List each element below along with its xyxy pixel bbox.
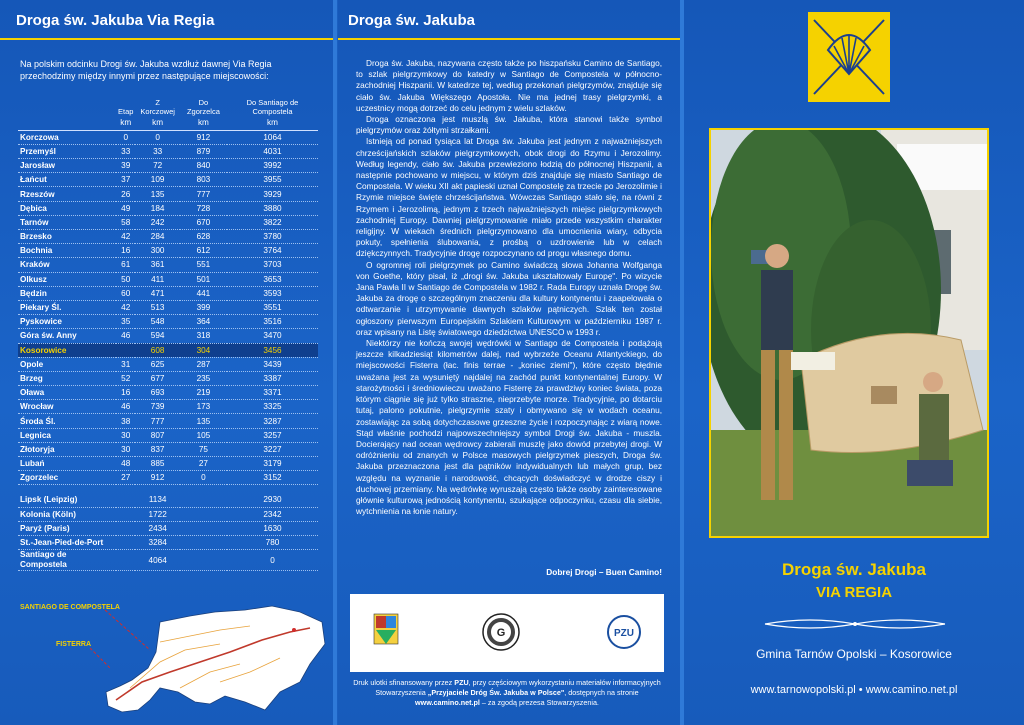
credit-sponsor: PZU xyxy=(454,678,469,687)
distance-cell: 677 xyxy=(135,371,179,385)
distance-cell: 75 xyxy=(180,442,227,456)
fold-line xyxy=(333,0,337,725)
distance-cell: 3764 xyxy=(227,244,318,258)
cover-title: Droga św. Jakuba xyxy=(782,560,926,579)
distance-cell: 50 xyxy=(116,272,135,286)
distance-cell: 46 xyxy=(116,329,135,343)
distance-cell: 3284 xyxy=(135,535,179,549)
table-row xyxy=(18,400,318,414)
distance-cell: 35 xyxy=(116,315,135,329)
distance-cell: 3880 xyxy=(227,201,318,215)
distance-cell: 3551 xyxy=(227,300,318,314)
distance-cell xyxy=(180,521,227,535)
distance-cell: 612 xyxy=(180,244,227,258)
table-row xyxy=(18,442,318,456)
distance-cell: 3325 xyxy=(227,400,318,414)
place-name: Łańcut xyxy=(18,173,116,187)
table-row xyxy=(18,343,318,357)
distance-cell: 364 xyxy=(180,315,227,329)
distance-cell: 3152 xyxy=(227,471,318,485)
cover-subtitle: VIA REGIA xyxy=(815,584,893,601)
distance-cell: 3456 xyxy=(227,343,318,357)
place-name: Kolonia (Köln) xyxy=(18,507,116,521)
distance-cell: 27 xyxy=(116,471,135,485)
article-body xyxy=(356,58,662,517)
distance-cell: 399 xyxy=(180,300,227,314)
distance-cell: 628 xyxy=(180,230,227,244)
distance-cell: 3593 xyxy=(227,286,318,300)
table-row xyxy=(18,300,318,314)
unit-km: km xyxy=(227,116,318,130)
distance-cell: 4031 xyxy=(227,144,318,158)
ornament-divider xyxy=(760,616,950,632)
distance-cell: 1630 xyxy=(227,521,318,535)
place-name: St.-Jean-Pied-de-Port xyxy=(18,535,116,549)
credit-link[interactable]: www.camino.net.pl xyxy=(415,698,480,707)
distance-cell: 300 xyxy=(135,244,179,258)
distance-cell: 2342 xyxy=(227,507,318,521)
distance-cell xyxy=(180,550,227,571)
place-name: Złotoryja xyxy=(18,442,116,456)
distance-cell: 37 xyxy=(116,173,135,187)
distance-cell: 3929 xyxy=(227,187,318,201)
header-do-santiago: Do Santiago de Compostela xyxy=(246,98,299,116)
distance-cell: 739 xyxy=(135,400,179,414)
intro-text: Na polskim odcinku Drogi św. Jakuba wzdłuż dawnej Via Regia przechodzimy między innymi przez następujące miejscowości: xyxy=(20,59,272,81)
distance-cell: 1134 xyxy=(135,493,179,507)
credit-text: Druk ulotki sfinansowany przez xyxy=(353,678,455,687)
place-name: Oława xyxy=(18,386,116,400)
place-name: Korczowa xyxy=(18,130,116,144)
place-name: Bochnia xyxy=(18,244,116,258)
distance-cell: 441 xyxy=(180,286,227,300)
distance-cell: 173 xyxy=(180,400,227,414)
distance-cell: 0 xyxy=(135,130,179,144)
distance-cell: 61 xyxy=(116,258,135,272)
fisterra-pointer xyxy=(90,648,110,668)
distance-cell: 16 xyxy=(116,386,135,400)
distance-cell: 58 xyxy=(116,215,135,229)
sponsor-logo-strip xyxy=(350,594,664,672)
place-name: Wrocław xyxy=(18,400,116,414)
credit-text: , przy częściowym wykorzystaniu materiałów informacyjnych Stowarzyszenia xyxy=(375,678,661,697)
distance-cell: 501 xyxy=(180,272,227,286)
header-z-korczowej: Z Korczowej xyxy=(140,98,175,116)
distance-cell xyxy=(116,343,135,357)
distance-cell: 33 xyxy=(135,144,179,158)
distance-cell: 304 xyxy=(180,343,227,357)
distance-cell: 42 xyxy=(116,300,135,314)
distance-cell xyxy=(180,535,227,549)
distance-cell: 33 xyxy=(116,144,135,158)
credit-association: „Przyjaciele Dróg Św. Jakuba w Polsce" xyxy=(427,688,565,697)
closing-line: Dobrej Drogi – Buen Camino! xyxy=(546,567,662,577)
gok-logo-icon xyxy=(483,614,519,650)
distance-cell: 807 xyxy=(135,428,179,442)
distance-cell: 3653 xyxy=(227,272,318,286)
distance-cell: 60 xyxy=(116,286,135,300)
credit-text: , dostępnych na stronie xyxy=(564,688,639,697)
distance-cell: 3780 xyxy=(227,230,318,244)
distance-cell: 803 xyxy=(180,173,227,187)
left-title: Droga św. Jakuba Via Regia xyxy=(16,12,215,29)
place-name: Brzesko xyxy=(18,230,116,244)
distance-cell: 728 xyxy=(180,201,227,215)
distance-cell: 3822 xyxy=(227,215,318,229)
distance-cell: 72 xyxy=(135,159,179,173)
unit-km: km xyxy=(180,116,227,130)
distance-cell: 3955 xyxy=(227,173,318,187)
route-table xyxy=(18,92,318,571)
distance-cell: 670 xyxy=(180,215,227,229)
distance-cell: 26 xyxy=(116,187,135,201)
distance-cell: 242 xyxy=(135,215,179,229)
middle-title: Droga św. Jakuba xyxy=(348,12,475,29)
distance-cell xyxy=(116,521,135,535)
santiago-pointer xyxy=(105,610,150,650)
pilgrims-photo xyxy=(709,128,989,538)
place-name: Piekary Śl. xyxy=(18,300,116,314)
place-name: Santiago de Compostela xyxy=(18,550,116,571)
distance-cell xyxy=(180,493,227,507)
distance-cell: 912 xyxy=(180,130,227,144)
table-row xyxy=(18,215,318,229)
table-row xyxy=(18,414,318,428)
header-etap: Etap xyxy=(118,107,134,116)
distance-cell: 3703 xyxy=(227,258,318,272)
header-place xyxy=(18,92,116,116)
table-row xyxy=(18,258,318,272)
distance-cell: 30 xyxy=(116,442,135,456)
table-row xyxy=(18,201,318,215)
distance-cell xyxy=(116,507,135,521)
distance-cell: 0 xyxy=(180,471,227,485)
table-row xyxy=(18,507,318,521)
distance-cell: 777 xyxy=(180,187,227,201)
paragraph: Niektórzy nie kończą swojej wędrówki w Santiago de Compostela i podążają jeszcze kilkadziesiąt kilometrów dalej, nad wybrzeże Oceanu Atlantyckiego, do miejscowości Fisterra (łac. finis terrae - „koniec ziemi"), które często błędnie uważana jest za wysuniętý najdalej na zachód punkt kontynentalnej Europy. W starożytności i średniowieczu uważano Fisterrę za prawdziwy koniec świata, poza którym ciągnie się już tylko straszne, nieprzebyte morze. Tradycyjnie, po dotarciu tutaj, palono pokutnie, pielgrzymie szaty i obmywano się w wodach oceanu, zostawiając za sobą dotychczasowe grzeszne życie i rozpoczynając z wiarą nowe. Stąd właśnie pochodzi najpowszechniejszy symbol Drogi św. Jakuba - muszla. Docierający nad ocean wędrowcy zabierali muszlę jako dowód przebytej drogi. W odróżnieniu od znanych w Polsce masowych pielgrzymek pieszych, Droga św. Jakuba przeznaczona jest dla pątników indywidualnych lub małych grup, bez względu na wyznanie i narodowość, chcących doświadczyć w drodze ciszy i duchowej przemiany. Na wędrówkę wyruszają często także osoby zainteresowane głównie kulturową jednością kontynentu, szukające odpoczynku, czasu dla siebie, wytchnienia na łonie natury. xyxy=(356,338,662,517)
municipality-name: Gmina Tarnów Opolski – Kosorowice xyxy=(756,647,952,661)
distance-cell: 471 xyxy=(135,286,179,300)
distance-cell: 38 xyxy=(116,414,135,428)
sponsor-logos xyxy=(350,594,664,672)
place-name: Lubań xyxy=(18,457,116,471)
place-name: Brzeg xyxy=(18,371,116,385)
table-row xyxy=(18,357,318,371)
distance-cell: 219 xyxy=(180,386,227,400)
unit-blank xyxy=(18,116,116,130)
table-row xyxy=(18,428,318,442)
distance-cell: 693 xyxy=(135,386,179,400)
distance-cell: 594 xyxy=(135,329,179,343)
distance-cell: 109 xyxy=(135,173,179,187)
map-marker xyxy=(292,628,296,632)
table-row xyxy=(18,371,318,385)
map-label-fisterra: FISTERRA xyxy=(56,641,91,648)
distance-cell: 551 xyxy=(180,258,227,272)
table-row xyxy=(18,187,318,201)
distance-cell: 912 xyxy=(135,471,179,485)
header-do-zgorzelca: Do Zgorzelca xyxy=(186,98,220,116)
unit-km: km xyxy=(135,116,179,130)
distance-cell: 27 xyxy=(180,457,227,471)
middle-header xyxy=(338,0,680,40)
map-label-santiago: SANTIAGO DE COMPOSTELA xyxy=(20,604,120,611)
distance-cell: 777 xyxy=(135,414,179,428)
table-row xyxy=(18,173,318,187)
place-name: Tarnów xyxy=(18,215,116,229)
place-name: Rzeszów xyxy=(18,187,116,201)
place-name: Środa Śl. xyxy=(18,414,116,428)
place-name: Legnica xyxy=(18,428,116,442)
distance-cell: 31 xyxy=(116,357,135,371)
distance-cell: 3287 xyxy=(227,414,318,428)
distance-cell: 3387 xyxy=(227,371,318,385)
distance-cell: 3516 xyxy=(227,315,318,329)
distance-cell: 3257 xyxy=(227,428,318,442)
table-row xyxy=(18,130,318,144)
place-name: Kraków xyxy=(18,258,116,272)
place-name: Lipsk (Leipzig) xyxy=(18,493,116,507)
coat-of-arms-icon xyxy=(374,614,398,644)
distance-cell: 135 xyxy=(135,187,179,201)
place-name: Olkusz xyxy=(18,272,116,286)
svg-text:G: G xyxy=(496,627,506,639)
paragraph: O ogromnej roli pielgrzymek po Camino świadczą słowa Johanna Wolfganga von Goethe, który pisał, iż „drogi św. Jakuba ukształtowały Europę". Po wizycie Jana Pawła II w Santiago de Compostela w 1982 r. Rada Europy uznała Drogę św. Jakuba za drogę o szczególnym znaczeniu dla kultury kontynentu i zaapelowała o odtwarzanie i utrzymywanie dawnych szlaków pątniczych. Szlak ten został ogłoszony pierwszym Europejskim Szlakiem Kulturowym w październiku 1987 r. oraz wpisany na Listę światowego dziedzictwa UNESCO w 1993 r. xyxy=(356,259,662,337)
table-spacer xyxy=(18,485,318,493)
distance-cell: 1064 xyxy=(227,130,318,144)
place-name: Opole xyxy=(18,357,116,371)
table-row xyxy=(18,159,318,173)
distance-cell: 0 xyxy=(116,130,135,144)
place-name: Kosorowice xyxy=(18,343,116,357)
distance-cell: 411 xyxy=(135,272,179,286)
distance-cell: 284 xyxy=(135,230,179,244)
table-row xyxy=(18,144,318,158)
table-row xyxy=(18,244,318,258)
distance-cell: 3992 xyxy=(227,159,318,173)
distance-cell: 318 xyxy=(180,329,227,343)
distance-cell: 184 xyxy=(135,201,179,215)
distance-cell: 16 xyxy=(116,244,135,258)
distance-cell: 3439 xyxy=(227,357,318,371)
distance-cell: 52 xyxy=(116,371,135,385)
table-row xyxy=(18,386,318,400)
place-name: Góra św. Anny xyxy=(18,329,116,343)
table-row xyxy=(18,315,318,329)
distance-cell: 3470 xyxy=(227,329,318,343)
distance-cell: 879 xyxy=(180,144,227,158)
distance-cell xyxy=(116,535,135,549)
place-name: Będzin xyxy=(18,286,116,300)
distance-cell: 49 xyxy=(116,201,135,215)
place-name: Dębica xyxy=(18,201,116,215)
distance-cell: 2930 xyxy=(227,493,318,507)
europe-map xyxy=(10,592,330,720)
distance-cell: 780 xyxy=(227,535,318,549)
place-name: Paryż (Paris) xyxy=(18,521,116,535)
distance-cell: 837 xyxy=(135,442,179,456)
distance-cell: 4064 xyxy=(135,550,179,571)
place-name: Jarosław xyxy=(18,159,116,173)
distance-cell xyxy=(116,493,135,507)
distance-cell: 3179 xyxy=(227,457,318,471)
unit-km: km xyxy=(116,116,135,130)
distance-cell: 548 xyxy=(135,315,179,329)
place-name: Przemyśl xyxy=(18,144,116,158)
place-name: Pyskowice xyxy=(18,315,116,329)
distance-cell: 46 xyxy=(116,400,135,414)
table-row xyxy=(18,521,318,535)
distance-cell: 2434 xyxy=(135,521,179,535)
place-name: Zgorzelec xyxy=(18,471,116,485)
distance-cell: 105 xyxy=(180,428,227,442)
distance-cell: 39 xyxy=(116,159,135,173)
left-header xyxy=(0,0,333,40)
table-row xyxy=(18,329,318,343)
distance-cell: 30 xyxy=(116,428,135,442)
paragraph: Droga oznaczona jest muszlą św. Jakuba, która stanowi także symbol pielgrzymów oraz żółtymi strzałkami. xyxy=(356,114,662,136)
distance-cell: 287 xyxy=(180,357,227,371)
distance-cell: 135 xyxy=(180,414,227,428)
distance-cell: 840 xyxy=(180,159,227,173)
scallop-shell-icon xyxy=(808,12,890,102)
distance-cell: 513 xyxy=(135,300,179,314)
svg-text:PZU: PZU xyxy=(614,628,634,639)
distance-cell: 3371 xyxy=(227,386,318,400)
distance-cell xyxy=(116,550,135,571)
paragraph: Droga św. Jakuba, nazywana często także po hiszpańsku Camino de Santiago, to szlak pielgrzymkowy do katedry w Santiago de Compostela w północno-zachodniej Hiszpanii. W katedrze tej, według przekonań pielgrzymów, znajduje się ciało św. Jakuba Większego Apostoła. Nie ma jednej trasy pielgrzymki, a uczestnicy mogą dotrzeć do celu jednym z wielu szlaków. xyxy=(356,58,662,113)
credit-note xyxy=(352,678,662,708)
distance-cell: 625 xyxy=(135,357,179,371)
table-row xyxy=(18,230,318,244)
table-row xyxy=(18,493,318,507)
distance-cell: 235 xyxy=(180,371,227,385)
europe-landmass xyxy=(106,606,325,712)
distance-cell: 608 xyxy=(135,343,179,357)
table-row xyxy=(18,457,318,471)
distance-cell: 1722 xyxy=(135,507,179,521)
distance-cell: 48 xyxy=(116,457,135,471)
distance-cell: 885 xyxy=(135,457,179,471)
table-row xyxy=(18,286,318,300)
table-row xyxy=(18,550,318,571)
credit-text: – za zgodą prezesa Stowarzyszenia. xyxy=(479,698,599,707)
distance-cell: 0 xyxy=(227,550,318,571)
website-links[interactable]: www.tarnowopolski.pl • www.camino.net.pl xyxy=(750,684,958,696)
pzu-logo-icon xyxy=(608,616,640,648)
distance-cell: 361 xyxy=(135,258,179,272)
distance-cell: 3227 xyxy=(227,442,318,456)
table-row xyxy=(18,471,318,485)
distance-cell: 42 xyxy=(116,230,135,244)
paragraph: Istnieją od ponad tysiąca lat Droga św. Jakuba jest jednym z najważniejszych chrześcijańskich szlaków pielgrzymkowych, obok drogi do Rzymu i Jerozolimy. Według legendy, ciało św. Jakuba przewieziono łodzią do północnej Hiszpanii, a następnie pochowano w miejscu, w którym dziś znajduje się miasto Santiago de Compostela. W wieku XII akt papieski uznał Compostelę za trzecie po Jerozolimie i Rzymie miejsce święte chrześcijaństwa. Wówczas Santiago stało się, na równi z Rzymem i Jerozolimą, jednym z trzech najważniejszych miejsc pielgrzymkowych zachodniej Europy. Dawniej pielgrzymowanie miało przede wszystkim charakter religijny. W wiekach średnich pielgrzymowano dla umocnienia wiary, odbycia pokuty, spełnienia ślubowania, z prośbą o uzdrowienie lub w celach dziękczynnych. Tradycyjnie drogę rozpoczynano od progu własnego domu. xyxy=(356,136,662,259)
table-row xyxy=(18,272,318,286)
table-row xyxy=(18,535,318,549)
distance-cell xyxy=(180,507,227,521)
